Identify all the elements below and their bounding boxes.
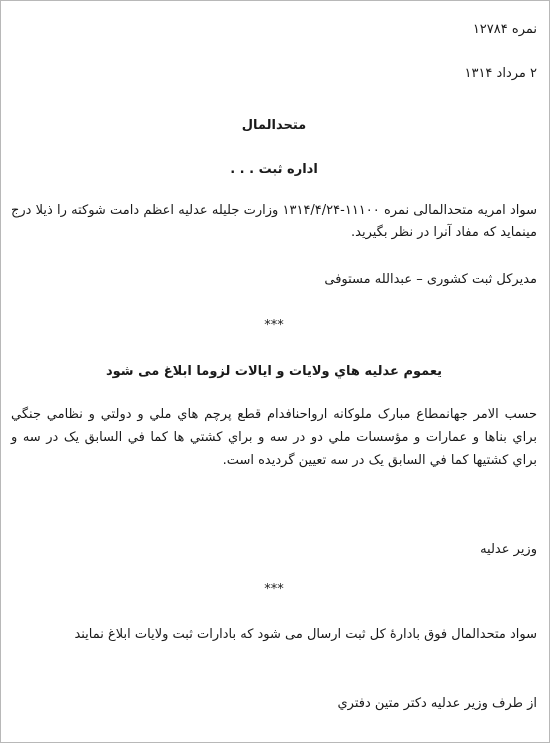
deputy-signature: از طرف وزیر عدلیه دکتر متین دفتري <box>337 696 537 711</box>
forwarding-paragraph: سواد متحدالمال فوق باداره‌ٔ کل ثبت ارسال می شود که بادارات ثبت ولایات ابلاغ نمایند <box>74 627 537 642</box>
intro-paragraph: سواد امریه متحدالمالی نمره ۱۱۱۰۰-۱۳۱۴/۴/۲۴ وزارت جلیله عدلیه اعظم دامت شوکته را ذیلا درج مینماید که مفاد آنرا در نظر بگیرید. <box>11 203 537 240</box>
separator-stars: *** <box>264 582 284 597</box>
circular-title: متحدالمال <box>241 118 307 133</box>
minister-signature: وزیر عدلیه <box>480 542 537 557</box>
director-signature: مدیرکل ثبت کشوری – عبدالله مستوفی <box>324 272 537 287</box>
order-paragraph: حسب الامر جهانمطاع مبارک ملوکانه اروا‌حنا‌فدا‌م قطع پرچم هاي ملي و دولتي و نظامي جنگي براي بناها و عمارات و مؤسسات ملي دو در سه و براي کشتي ها کما في السابق یک در سه و براي کشتیها کما في السابق یک در سه تعیین گردیده است. <box>11 407 537 468</box>
separator-stars: *** <box>264 318 284 333</box>
document-body <box>11 1 537 742</box>
number-line: نمره ۱۲۷۸۴ <box>472 22 537 37</box>
office-heading: اداره ثبت . . . <box>230 162 318 177</box>
date-line: ۲ مرداد ۱۳۱۴ <box>464 66 537 81</box>
order-heading: یعموم عدلیه هاي ولایات و ایالات لزوما ابلاغ می شود <box>105 364 443 379</box>
